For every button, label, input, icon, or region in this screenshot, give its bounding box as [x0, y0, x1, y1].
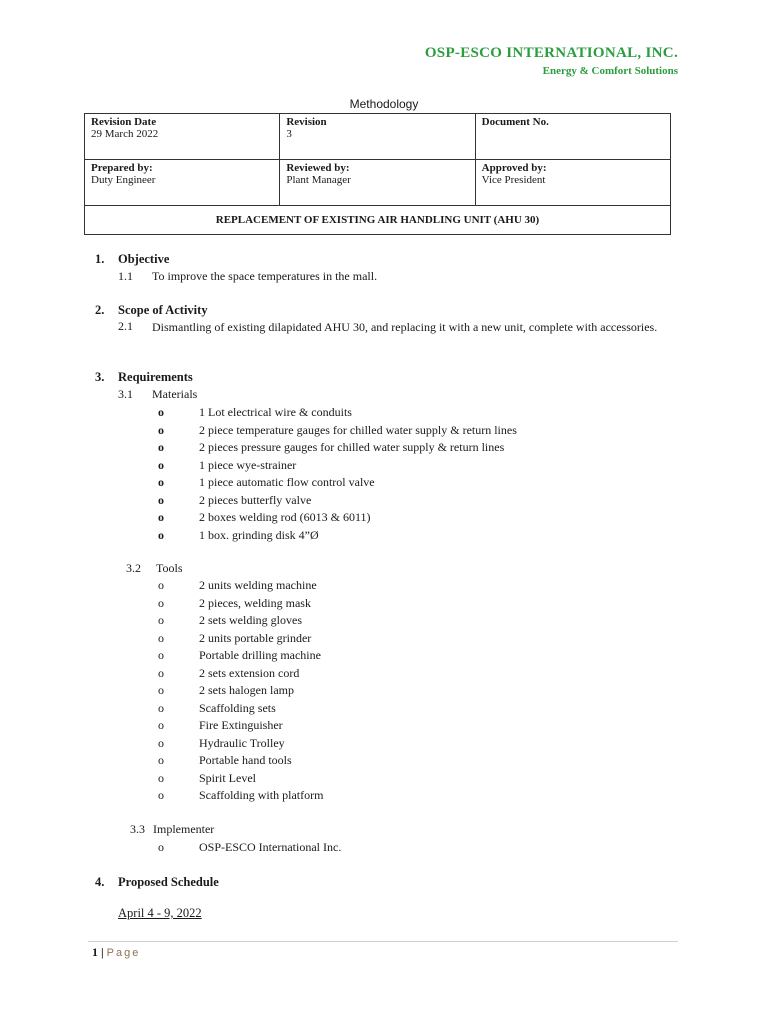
- company-tagline: Energy & Comfort Solutions: [542, 65, 678, 77]
- document-title: Methodology: [349, 97, 419, 111]
- tool-item: [158, 630, 323, 648]
- revision-date-label: Revision Date: [91, 116, 157, 128]
- item-text: To improve the space temperatures in the mall.: [152, 269, 378, 283]
- tool-item: [158, 682, 323, 700]
- bullet-icon: o: [158, 422, 164, 437]
- material-item: [158, 457, 517, 475]
- approved-by-label: Approved by:: [481, 162, 547, 174]
- bullet-icon: o: [158, 630, 164, 645]
- prepared-by-cell: [85, 160, 280, 206]
- tool-item: [158, 612, 323, 630]
- section-number: 1.: [95, 252, 105, 266]
- section-title: Requirements: [118, 370, 193, 384]
- company-header: [425, 45, 678, 77]
- bullet-icon: o: [158, 700, 164, 715]
- section-requirements-heading: [95, 370, 193, 385]
- section-title: Objective: [118, 252, 170, 266]
- subsection-title: Materials: [152, 387, 198, 401]
- bullet-icon: o: [158, 440, 164, 454]
- document-no-cell: [475, 114, 670, 160]
- material-item: [158, 422, 517, 440]
- tool-item: [158, 665, 323, 683]
- footer-divider: [88, 941, 678, 942]
- material-item: [158, 404, 517, 422]
- list-item-text: 1 piece automatic flow control valve: [199, 475, 375, 489]
- subsection-number: 3.2: [126, 561, 141, 575]
- prepared-by-value: Duty Engineer: [91, 174, 156, 186]
- tool-item: [158, 787, 323, 805]
- revision-cell: [280, 114, 475, 160]
- bullet-icon: o: [158, 527, 164, 542]
- company-name: OSP-ESCO INTERNATIONAL, INC.: [424, 45, 678, 61]
- list-item-text: 1 Lot electrical wire & conduits: [199, 405, 352, 419]
- revision-label: Revision: [286, 116, 327, 128]
- list-item-text: 2 sets extension cord: [199, 665, 300, 680]
- bullet-icon: o: [158, 753, 164, 767]
- page-label: Page: [106, 947, 141, 959]
- subject-title: REPLACEMENT OF EXISTING AIR HANDLING UNIT (AHU 30): [85, 206, 671, 235]
- bullet-icon: o: [158, 665, 164, 680]
- item-number: 2.1: [118, 319, 133, 333]
- bullet-icon: o: [158, 510, 164, 524]
- reviewed-by-label: Reviewed by:: [286, 162, 350, 174]
- schedule-dates: April 4 - 9, 2022: [118, 906, 202, 920]
- objective-item: [118, 269, 377, 284]
- implementer-list: [158, 839, 341, 857]
- subsection-number: 3.3: [130, 822, 145, 836]
- implementer-item: [158, 839, 341, 857]
- bullet-icon: o: [158, 613, 164, 627]
- list-item-text: Spirit Level: [199, 770, 256, 785]
- tool-item: [158, 577, 323, 595]
- list-item-text: 1 piece wye-strainer: [199, 457, 297, 472]
- material-item: [158, 527, 517, 545]
- page-footer: [92, 945, 140, 960]
- approved-by-value: Vice President: [481, 174, 546, 186]
- section-title: Scope of Activity: [118, 303, 208, 317]
- approved-by-cell: [475, 160, 670, 206]
- tool-item: [158, 770, 323, 788]
- list-item-text: 2 sets halogen lamp: [199, 683, 294, 697]
- reviewed-by-value: Plant Manager: [286, 174, 351, 186]
- bullet-icon: o: [158, 492, 164, 507]
- section-number: 2.: [95, 303, 105, 317]
- subsection-number: 3.1: [118, 387, 133, 401]
- list-item-text: 2 piece temperature gauges for chilled water supply & return lines: [199, 422, 517, 437]
- scope-item-text: Dismantling of existing dilapidated AHU 30, and replacing it with a new unit, complete with accessories.: [152, 320, 658, 334]
- bullet-icon: o: [158, 683, 164, 697]
- section-objective-heading: [95, 252, 169, 267]
- section-schedule-heading: [95, 875, 219, 890]
- bullet-icon: o: [158, 595, 164, 610]
- list-item-text: 2 pieces pressure gauges for chilled water supply & return lines: [199, 440, 505, 454]
- revision-date-value: 29 March 2022: [91, 128, 159, 140]
- scope-item-number: [118, 319, 152, 334]
- bullet-icon: o: [158, 457, 164, 472]
- tool-item: [158, 700, 323, 718]
- bullet-icon: o: [158, 578, 164, 592]
- revision-date-cell: [85, 114, 280, 160]
- list-item-text: 2 pieces butterfly valve: [199, 492, 312, 507]
- material-item: [158, 439, 517, 457]
- section-number: 3.: [95, 370, 105, 384]
- tool-item: [158, 752, 323, 770]
- footer-separator: |: [101, 945, 104, 959]
- list-item-text: 2 pieces, welding mask: [199, 595, 311, 610]
- section-number: 4.: [95, 875, 105, 889]
- tool-item: [158, 647, 323, 665]
- implementer-heading: [130, 822, 214, 837]
- list-item-text: 2 sets welding gloves: [199, 613, 302, 627]
- materials-list: [158, 404, 517, 544]
- list-item-text: 2 boxes welding rod (6013 & 6011): [199, 510, 371, 524]
- bullet-icon: o: [158, 788, 164, 802]
- item-number: 1.1: [118, 269, 133, 283]
- subsection-title: Implementer: [153, 822, 215, 836]
- list-item-text: Portable drilling machine: [199, 648, 321, 662]
- bullet-icon: o: [158, 840, 164, 854]
- tool-item: [158, 735, 323, 753]
- section-title: Proposed Schedule: [118, 875, 219, 889]
- tool-item: [158, 717, 323, 735]
- revision-table: [84, 113, 671, 235]
- material-item: [158, 509, 517, 527]
- bullet-icon: o: [158, 735, 164, 750]
- materials-heading: [118, 387, 197, 402]
- tool-item: [158, 595, 323, 613]
- list-item-text: 1 box. grinding disk 4”Ø: [199, 527, 319, 542]
- material-item: [158, 474, 517, 492]
- list-item-text: Scaffolding sets: [199, 700, 276, 715]
- page-number: 1: [92, 945, 98, 959]
- list-item-text: Hydraulic Trolley: [199, 735, 285, 750]
- document-no-label: Document No.: [481, 116, 549, 128]
- list-item-text: Fire Extinguisher: [199, 718, 283, 732]
- reviewed-by-cell: [280, 160, 475, 206]
- list-item-text: 2 units portable grinder: [199, 630, 312, 645]
- section-scope-heading: [95, 303, 208, 318]
- prepared-by-label: Prepared by:: [91, 162, 153, 174]
- bullet-icon: o: [158, 770, 164, 785]
- tools-list: [158, 577, 323, 805]
- bullet-icon: o: [158, 475, 164, 489]
- bullet-icon: o: [158, 648, 164, 662]
- bullet-icon: o: [158, 718, 164, 732]
- list-item-text: 2 units welding machine: [199, 578, 317, 592]
- revision-value: 3: [286, 128, 292, 140]
- bullet-icon: o: [158, 405, 164, 419]
- list-item-text: OSP-ESCO International Inc.: [199, 840, 342, 854]
- subsection-title: Tools: [156, 561, 183, 575]
- material-item: [158, 492, 517, 510]
- list-item-text: Portable hand tools: [199, 753, 292, 767]
- list-item-text: Scaffolding with platform: [199, 788, 324, 802]
- tools-heading: [126, 561, 183, 576]
